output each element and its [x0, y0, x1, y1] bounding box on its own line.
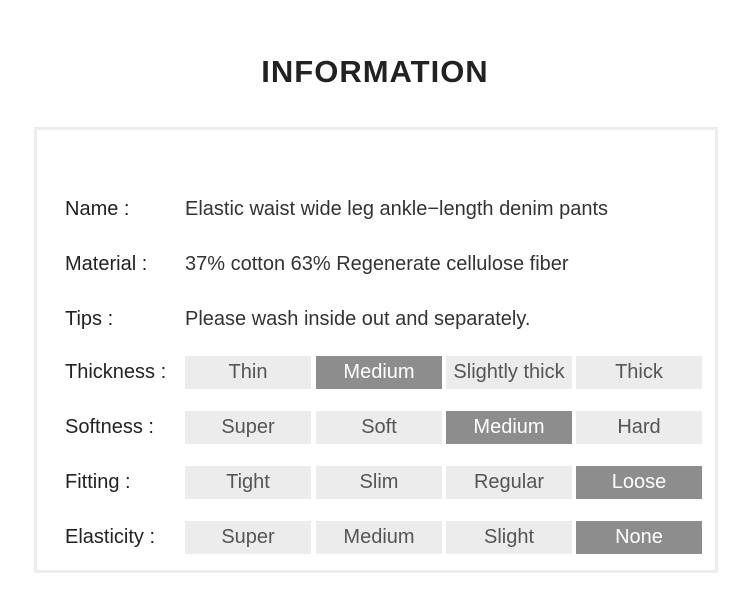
info-card	[34, 127, 718, 573]
elasticity-option: Medium	[316, 521, 442, 554]
softness-option: Medium	[446, 411, 572, 444]
material-label: Material :	[65, 253, 148, 275]
material-row	[37, 248, 715, 282]
thickness-option: Slightly thick	[446, 356, 572, 389]
elasticity-option: None	[576, 521, 702, 554]
fitting-option: Slim	[316, 466, 442, 499]
softness-row	[37, 411, 715, 445]
tips-label: Tips :	[65, 308, 114, 330]
thickness-row	[37, 356, 715, 390]
elasticity-label: Elasticity :	[65, 526, 156, 548]
thickness-label: Thickness :	[65, 361, 167, 383]
thickness-option: Thin	[185, 356, 311, 389]
softness-option: Hard	[576, 411, 702, 444]
page-title: INFORMATION	[261, 54, 489, 89]
fitting-option: Loose	[576, 466, 702, 499]
fitting-row	[37, 466, 715, 500]
material-value: 37% cotton 63% Regenerate cellulose fiber	[185, 253, 569, 275]
thickness-option: Medium	[316, 356, 442, 389]
fitting-label: Fitting :	[65, 471, 131, 493]
name-row	[37, 193, 715, 227]
fitting-option: Regular	[446, 466, 572, 499]
softness-option: Soft	[316, 411, 442, 444]
name-value: Elastic waist wide leg ankle−length denim pants	[185, 198, 609, 220]
softness-label: Softness :	[65, 416, 154, 438]
tips-value: Please wash inside out and separately.	[185, 308, 531, 330]
elasticity-option: Super	[185, 521, 311, 554]
elasticity-option: Slight	[446, 521, 572, 554]
thickness-option: Thick	[576, 356, 702, 389]
elasticity-row	[37, 521, 715, 555]
softness-option: Super	[185, 411, 311, 444]
name-label: Name :	[65, 198, 130, 220]
tips-row	[37, 303, 715, 337]
fitting-option: Tight	[185, 466, 311, 499]
